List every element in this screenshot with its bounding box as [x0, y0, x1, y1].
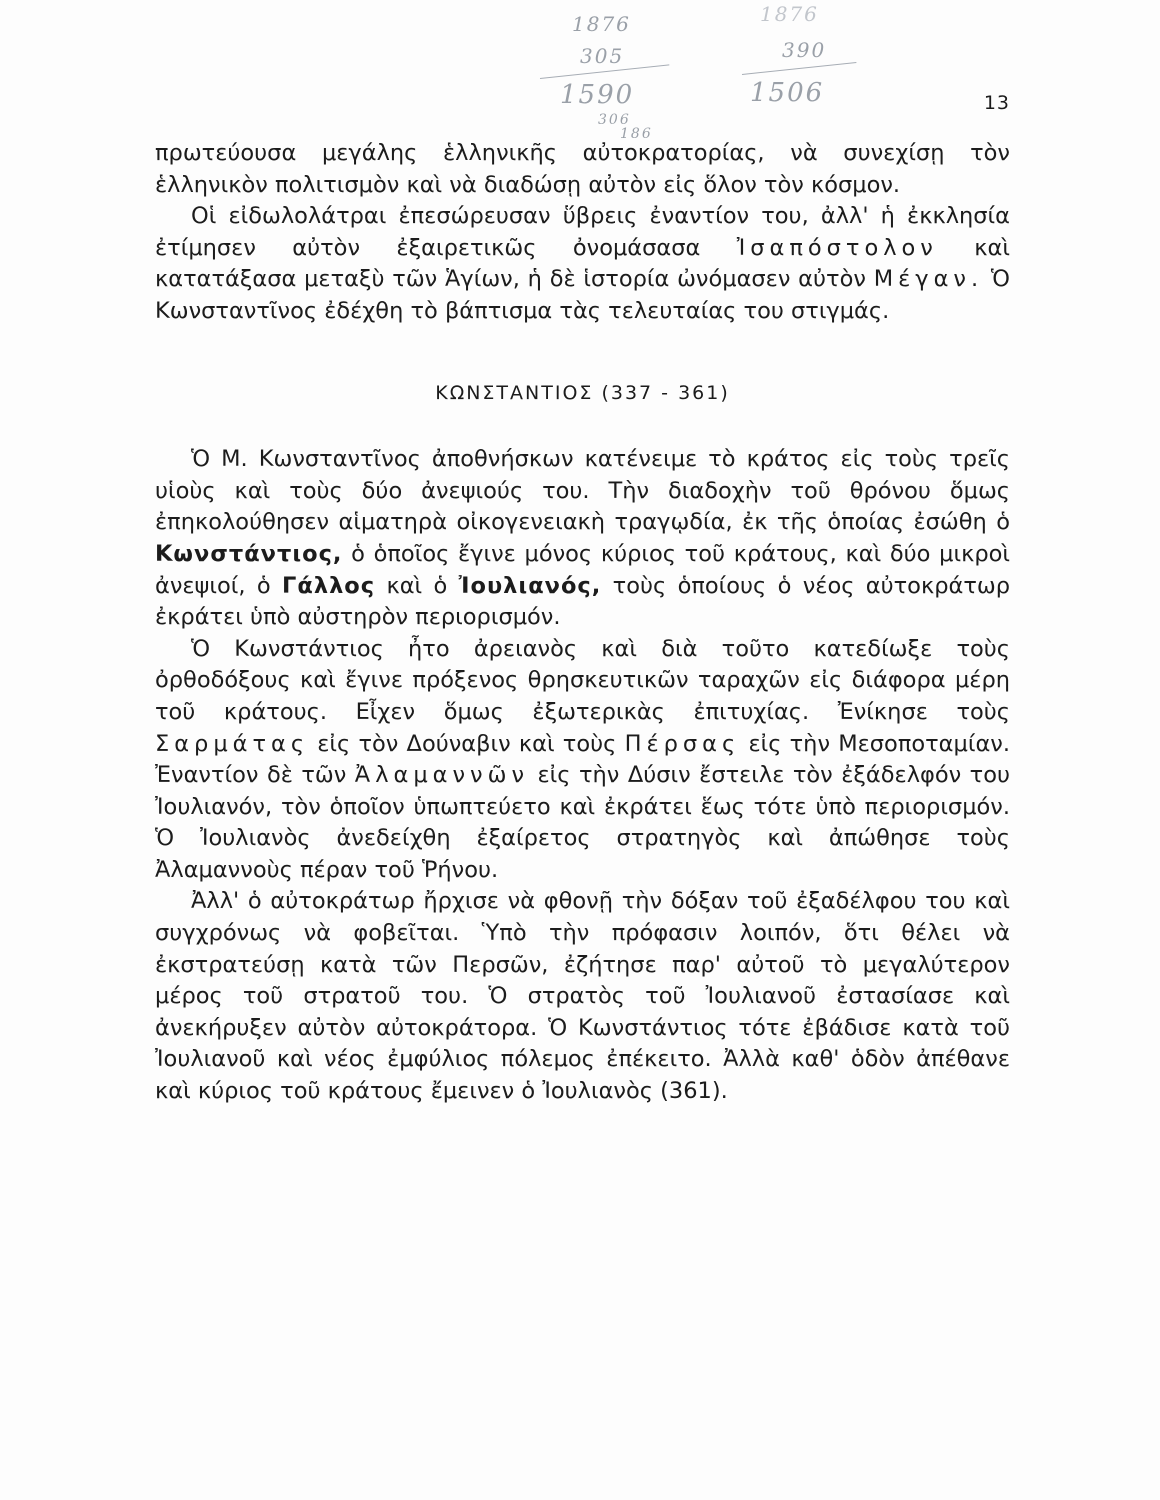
- emphasis-persas: Πέρσας: [624, 730, 741, 757]
- emphasis-alamannon: Ἀλαμαννῶν: [354, 762, 530, 789]
- paragraph-succession: [155, 444, 1010, 634]
- pencil-note: 1876: [572, 12, 631, 36]
- text-run: ὁ ὁποῖος ἔγινε μόνος κύριος τοῦ κράτους, καὶ δύο μικροὶ ἀνεψιοί, ὁ: [155, 540, 1010, 599]
- text-run: Ὁ Μ. Κωνσταντῖνος ἀποθνήσκων κατένειμε τὸ κράτος εἰς τοὺς τρεῖς υἱοὺς καὶ τοὺς δύο ἀνεψιούς του. Τὴν διαδοχὴν τοῦ θρόνου ὅμως ἐπηκολούθησεν αἱματηρὰ οἰκογενειακὴ τραγῳδία, ἐκ τῆς ὁποίας ἐσώθη ὁ: [155, 446, 1010, 536]
- text-run: Οἱ εἰδωλολάτραι ἐπεσώρευσαν ὕβρεις ἐναντίον του, ἀλλ' ἡ ἐκκλησία ἐτίμησεν αὐτὸν ἐξαιρετικῶς ὀνομάσασα: [155, 203, 1010, 261]
- section-heading: ΚΩΝΣΤΑΝΤΙΟΣ (337 - 361): [435, 381, 730, 404]
- pencil-rule: [742, 62, 856, 75]
- pencil-note: 1876: [760, 2, 819, 26]
- text-run: εἰς τὴν Μεσοποταμίαν. Ἐναντίον δὲ τῶν: [155, 730, 1010, 789]
- pencil-note: 390: [782, 38, 827, 62]
- text-run: καὶ ὁ: [375, 572, 459, 599]
- pencil-margin-notes: [520, 2, 880, 148]
- name-ioulianos: Ἰουλιανός,: [458, 572, 602, 599]
- pencil-note: 1506: [750, 78, 825, 108]
- pencil-note: 306: [598, 112, 631, 128]
- paragraph-continuation: πρωτεύουσα μεγάλης ἑλληνικῆς αὐτοκρατορίας, νὰ συνεχίσῃ τὸν ἑλληνικὸν πολιτισμὸν καὶ νὰ διαδώσῃ αὐτὸν εἰς ὅλον τὸν κόσμον.: [155, 140, 1010, 198]
- pencil-note: 305: [580, 44, 625, 68]
- name-konstantios: Κωνστάντιος,: [155, 540, 343, 567]
- text-run: τοὺς ὁποίους ὁ νέος αὐτοκράτωρ ἐκράτει ὑπὸ αὐστηρὸν περιορισμόν.: [155, 572, 1010, 631]
- text-run: καὶ κατατάξασα μεταξὺ τῶν Ἁγίων, ἡ δὲ ἱστορία ὠνόμασεν αὐτὸν: [155, 234, 1010, 293]
- paragraph-constantine-legacy: [155, 201, 1010, 327]
- pencil-note: 1590: [560, 80, 635, 110]
- text-run: Ὁ Κωνσταντῖνος ἐδέχθη τὸ βάπτισμα τὰς τελευταίας του στιγμάς.: [155, 266, 1010, 324]
- pencil-note: 186: [620, 126, 653, 142]
- body-text: [155, 138, 1010, 1108]
- text-run: εἰς τὸν Δούναβιν καὶ τοὺς: [309, 730, 625, 757]
- name-gallos: Γάλλος: [282, 572, 376, 599]
- emphasis-megan: Μέγαν.: [873, 266, 984, 293]
- page-number: 13: [983, 92, 1010, 114]
- paragraph-arianism-campaigns: [155, 634, 1010, 887]
- text-run: εἰς τὴν Δύσιν ἔστειλε τὸν ἐξάδελφόν του Ἰουλιανόν, τὸν ὁποῖον ὑπωπτεύετο καὶ ἐκράτει ἕως τότε ὑπὸ περιορισμόν. Ὁ Ἰουλιανὸς ἀνεδείχθη ἐξαίρετος στρατηγὸς καὶ ἀπώθησε τοὺς Ἀλαμαννοὺς πέραν τοῦ Ῥήνου.: [155, 762, 1010, 883]
- emphasis-isapostolon: Ἰσαπόστολον: [736, 234, 938, 261]
- paragraph-julian-revolt: Ἀλλ' ὁ αὐτοκράτωρ ἤρχισε νὰ φθονῇ τὴν δόξαν τοῦ ἐξαδέλφου του καὶ συγχρόνως νὰ φοβεῖται. Ὑπὸ τὴν πρόφασιν λοιπόν, ὅτι θέλει νὰ ἐκστρατεύσῃ κατὰ τῶν Περσῶν, ἐζήτησε παρ' αὐτοῦ τὸ μεγαλύτερον μέρος τοῦ στρατοῦ του. Ὁ στρατὸς τοῦ Ἰουλιανοῦ ἐστασίασε καὶ ἀνεκήρυξεν αὐτὸν αὐτοκράτορα. Ὁ Κωνστάντιος τότε ἐβάδισε κατὰ τοῦ Ἰουλιανοῦ καὶ νέος ἐμφύλιος πόλεμος ἐπέκειτο. Ἀλλὰ καθ' ὁδὸν ἀπέθανε καὶ κύριος τοῦ κράτους ἔμεινεν ὁ Ἰουλιανὸς (361).: [155, 888, 1010, 1105]
- text-run: Ὁ Κωνστάντιος ἦτο ἀρειανὸς καὶ διὰ τοῦτο κατεδίωξε τοὺς ὀρθοδόξους καὶ ἔγινε πρόξενος θρησκευτικῶν ταραχῶν εἰς διάφορα μέρη τοῦ κράτους. Εἶχεν ὅμως ἐξωτερικὰς ἐπιτυχίας. Ἐνίκησε τοὺς: [155, 635, 1010, 725]
- emphasis-sarmatas: Σαρμάτας: [155, 730, 310, 757]
